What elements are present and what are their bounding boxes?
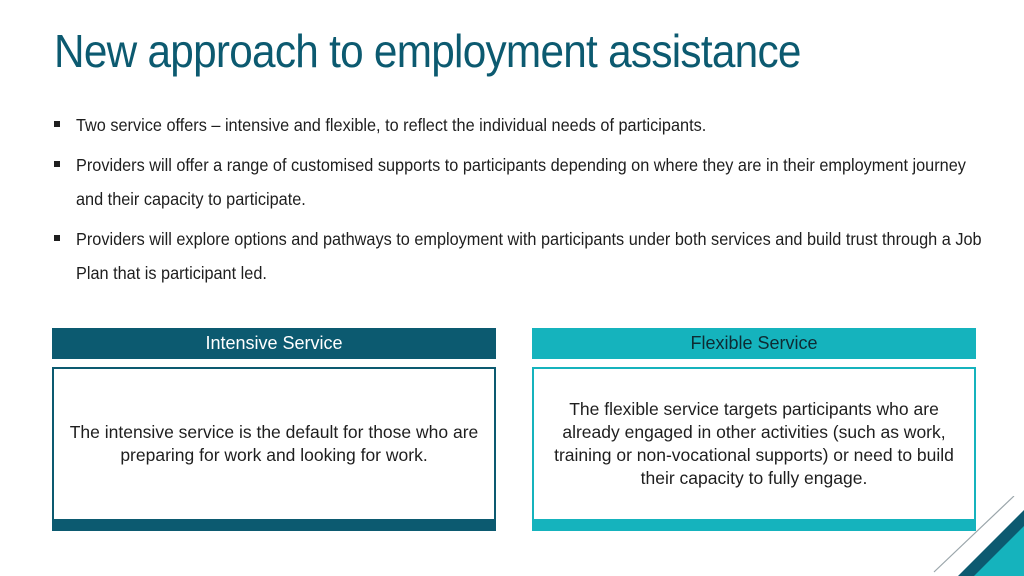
intensive-bottom-bar bbox=[52, 519, 496, 531]
bullet-text: Providers will explore options and pathways to employment with participants under both services and build trust through a Job Plan that is participant led. bbox=[76, 229, 982, 283]
corner-light-triangle bbox=[974, 526, 1024, 576]
bullet-text: Two service offers – intensive and flexible, to reflect the individual needs of participants. bbox=[76, 115, 707, 135]
bullet-square-icon bbox=[54, 235, 60, 241]
bullet-list bbox=[52, 108, 992, 296]
corner-decoration-icon bbox=[914, 496, 1024, 576]
bullet-square-icon bbox=[54, 121, 60, 127]
flexible-service-heading: Flexible Service bbox=[532, 328, 976, 359]
intensive-service-text: The intensive service is the default for those who are preparing for work and looking for work. bbox=[69, 422, 479, 465]
bullet-item bbox=[52, 108, 992, 142]
slide-title: New approach to employment assistance bbox=[54, 25, 801, 77]
bullet-item bbox=[52, 222, 992, 290]
bullet-text: Providers will offer a range of customised supports to participants depending on where they are in their employment journey and their capacity to participate. bbox=[76, 155, 966, 209]
flexible-service-box bbox=[532, 367, 976, 519]
intensive-service-box bbox=[52, 367, 496, 519]
bullet-square-icon bbox=[54, 161, 60, 167]
intensive-service-heading: Intensive Service bbox=[52, 328, 496, 359]
flexible-bottom-bar bbox=[532, 519, 976, 531]
flexible-service-text: The flexible service targets participants who are already engaged in other activities (such as work, training or non-vocational supports) or need to build their capacity to fully engage. bbox=[554, 399, 954, 488]
bullet-item bbox=[52, 148, 992, 216]
